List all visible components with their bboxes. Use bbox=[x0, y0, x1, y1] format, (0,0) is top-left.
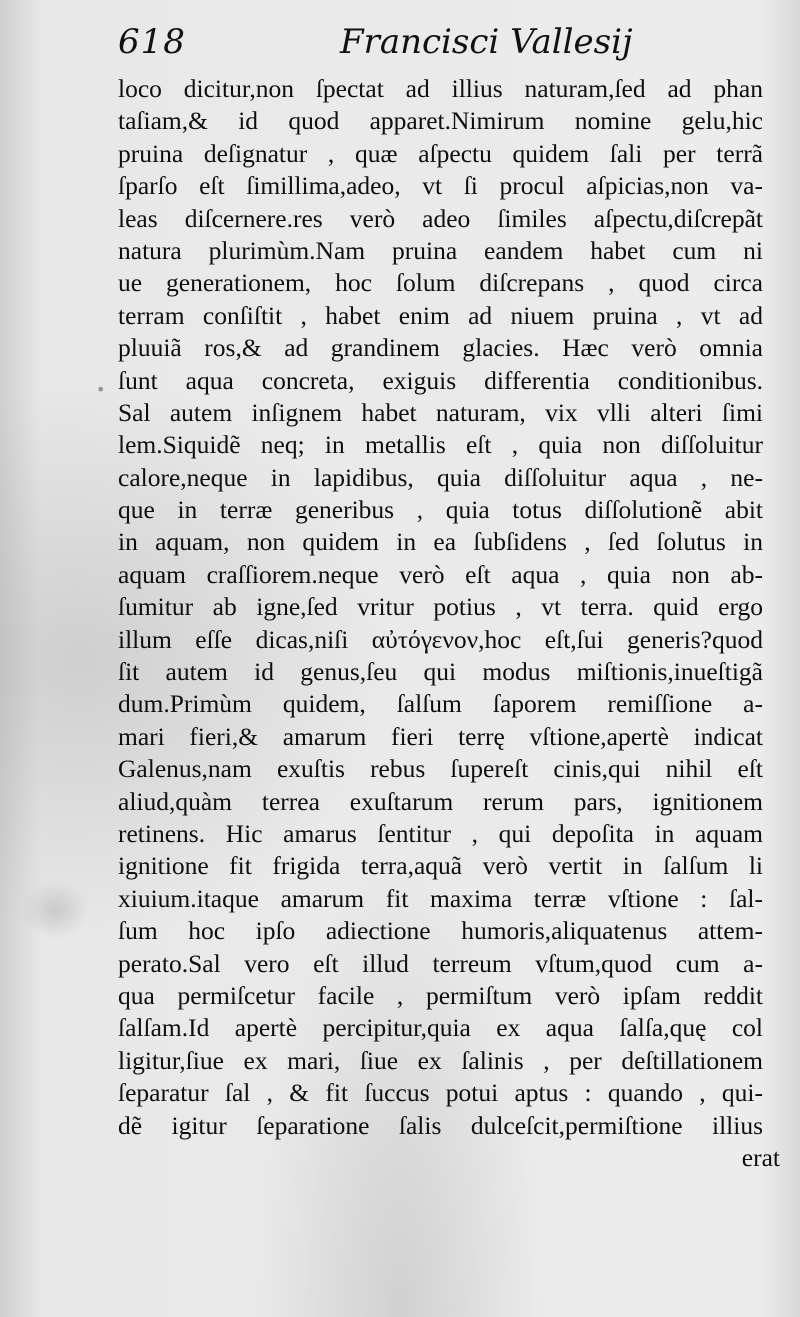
text-line: xiuium.itaque amarum fit maxima terræ vſtione : ſal- bbox=[118, 883, 763, 913]
text-line: aliud,quàm terrea exuſtarum rerum pars, ignitionem bbox=[118, 786, 763, 816]
text-line: in aquam, non quidem in ea ſubſidens , ſed ſolutus in bbox=[118, 527, 763, 557]
page-header bbox=[118, 22, 633, 72]
ink-bleed-stain bbox=[20, 880, 90, 940]
body-text bbox=[118, 73, 780, 1174]
text-line: natura plurimùm.Nam pruina eandem habet cum ni bbox=[118, 235, 763, 265]
text-line: ſeparatur ſal , & fit ſuccus potui aptus : quando , qui- bbox=[118, 1078, 763, 1108]
text-line: que in terræ generibus , quia totus diſſolutionẽ abit bbox=[118, 495, 763, 525]
text-line: ſumitur ab igne,ſed vritur potius , vt terra. quid ergo bbox=[118, 592, 763, 622]
text-line: aquam craſſiorem.neque verò eſt aqua , quia non ab- bbox=[118, 559, 763, 589]
running-head: Francisci Vallesij bbox=[340, 22, 633, 62]
text-line: ſum hoc ipſo adiectione humoris,aliquatenus attem- bbox=[118, 916, 763, 946]
text-line: illum eſſe dicas,niſi αὐτόγενον,hoc eſt,ſui generis?quod bbox=[118, 624, 763, 654]
text-line: dẽ igitur ſeparatione ſalis dulceſcit,permiſtione illius bbox=[118, 1110, 763, 1140]
text-line: calore,neque in lapidibus, quia diſſoluitur aqua , ne- bbox=[118, 462, 763, 492]
page-number: 618 bbox=[118, 22, 186, 62]
text-line: dum.Primùm quidem, ſalſum ſaporem remiſſione a- bbox=[118, 689, 763, 719]
text-line: retinens. Hic amarus ſentitur , qui depoſita in aquam bbox=[118, 818, 763, 848]
text-line: Sal autem inſignem habet naturam, vix vlli alteri ſimi bbox=[118, 397, 763, 427]
text-line: terram conſiſtit , habet enim ad niuem pruina , vt ad bbox=[118, 300, 763, 330]
text-line: ignitione fit frigida terra,aquã verò vertit in ſalſum li bbox=[118, 851, 763, 881]
margin-dot-mark: • bbox=[96, 380, 106, 399]
text-line: pruina deſignatur , quæ aſpectu quidem ſali per terrã bbox=[118, 138, 763, 168]
text-line: Galenus,nam exuſtis rebus ſupereſt cinis,qui nihil eſt bbox=[118, 754, 763, 784]
text-line: loco dicitur,non ſpectat ad illius naturam,ſed ad phan bbox=[118, 74, 763, 103]
text-line: ſparſo eſt ſimillima,adeo, vt ſi procul aſpicias,non va- bbox=[118, 171, 763, 201]
text-line: ſunt aqua concreta, exiguis differentia conditionibus. bbox=[118, 365, 763, 395]
text-line: ſit autem id genus,ſeu qui modus miſtionis,inueſtigã bbox=[118, 657, 763, 687]
catchword: erat bbox=[741, 1142, 780, 1172]
text-line: ligitur,ſiue ex mari, ſiue ex ſalinis , per deſtillationem bbox=[118, 1045, 763, 1075]
text-line: leas diſcernere.res verò adeo ſimiles aſpectu,diſcrepãt bbox=[118, 203, 763, 233]
text-line: qua permiſcetur facile , permiſtum verò ipſam reddit bbox=[118, 980, 763, 1010]
text-line: taſiam,& id quod apparet.Nimirum nomine gelu,hic bbox=[118, 106, 763, 136]
text-line: lem.Siquidẽ neq; in metallis eſt , quia non diſſoluitur bbox=[118, 430, 763, 460]
text-line: mari fieri,& amarum fieri terrę vſtione,apertè indicat bbox=[118, 721, 763, 751]
text-line: pluuiã ros,& ad grandinem glacies. Hæc verò omnia bbox=[118, 333, 763, 363]
text-line: ſalſam.Id apertè percipitur,quia ex aqua ſalſa,quę col bbox=[118, 1013, 763, 1043]
text-line: perato.Sal vero eſt illud terreum vſtum,quod cum a- bbox=[118, 948, 763, 978]
text-line: ue generationem, hoc ſolum diſcrepans , quod circa bbox=[118, 268, 763, 298]
